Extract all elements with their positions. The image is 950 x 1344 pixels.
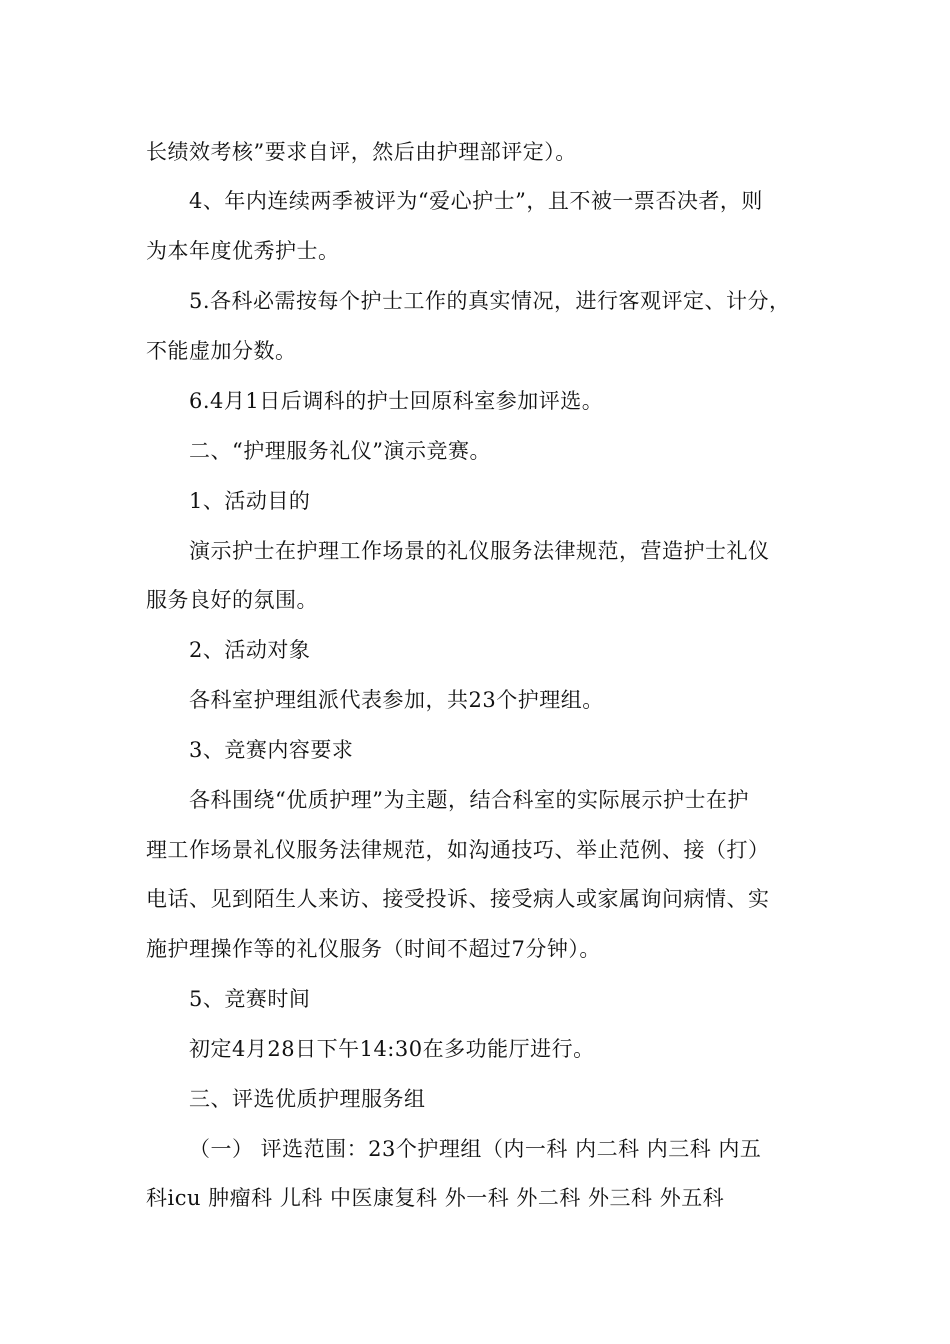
text-line: 不能虚加分数。 xyxy=(146,339,297,363)
text-line: 电话、见到陌生人来访、接受投诉、接受病人或家属询问病情、实 xyxy=(146,887,770,911)
text-line: 理工作场景礼仪服务法律规范，如沟通技巧、举止范例、接（打） xyxy=(146,838,770,862)
section-heading: 二、“护理服务礼仪”演示竞赛。 xyxy=(189,439,491,463)
subsection-heading: 5、竞赛时间 xyxy=(189,987,311,1011)
subsection-heading: 1、活动目的 xyxy=(189,489,311,513)
subsection-heading: 2、活动对象 xyxy=(189,638,311,662)
text-line: 各科室护理组派代表参加，共23个护理组。 xyxy=(189,688,604,712)
text-line: 4、年内连续两季被评为“爱心护士”，且不被一票否决者，则 xyxy=(189,189,763,213)
text-line: 初定4月28日下午14:30在多功能厅进行。 xyxy=(189,1037,595,1061)
text-line: 施护理操作等的礼仪服务（时间不超过7分钟）。 xyxy=(146,937,601,961)
text-line: 长绩效考核”要求自评，然后由护理部评定）。 xyxy=(146,140,577,164)
subsection-heading: 3、竞赛内容要求 xyxy=(189,738,354,762)
text-line: 为本年度优秀护士。 xyxy=(146,239,340,263)
text-line: （一） 评选范围：23个护理组（内一科 内二科 内三科 内五 xyxy=(189,1137,762,1161)
text-line: 科icu 肿瘤科 儿科 中医康复科 外一科 外二科 外三科 外五科 xyxy=(146,1186,725,1210)
text-line: 6.4月1日后调科的护士回原科室参加评选。 xyxy=(189,389,604,413)
text-line: 5.各科必需按每个护士工作的真实情况，进行客观评定、计分， xyxy=(189,289,791,313)
text-line: 演示护士在护理工作场景的礼仪服务法律规范，营造护士礼仪 xyxy=(189,539,770,563)
text-line: 服务良好的氛围。 xyxy=(146,588,318,612)
text-line: 各科围绕“优质护理”为主题，结合科室的实际展示护士在护 xyxy=(189,788,749,812)
section-heading: 三、评选优质护理服务组 xyxy=(189,1087,426,1111)
